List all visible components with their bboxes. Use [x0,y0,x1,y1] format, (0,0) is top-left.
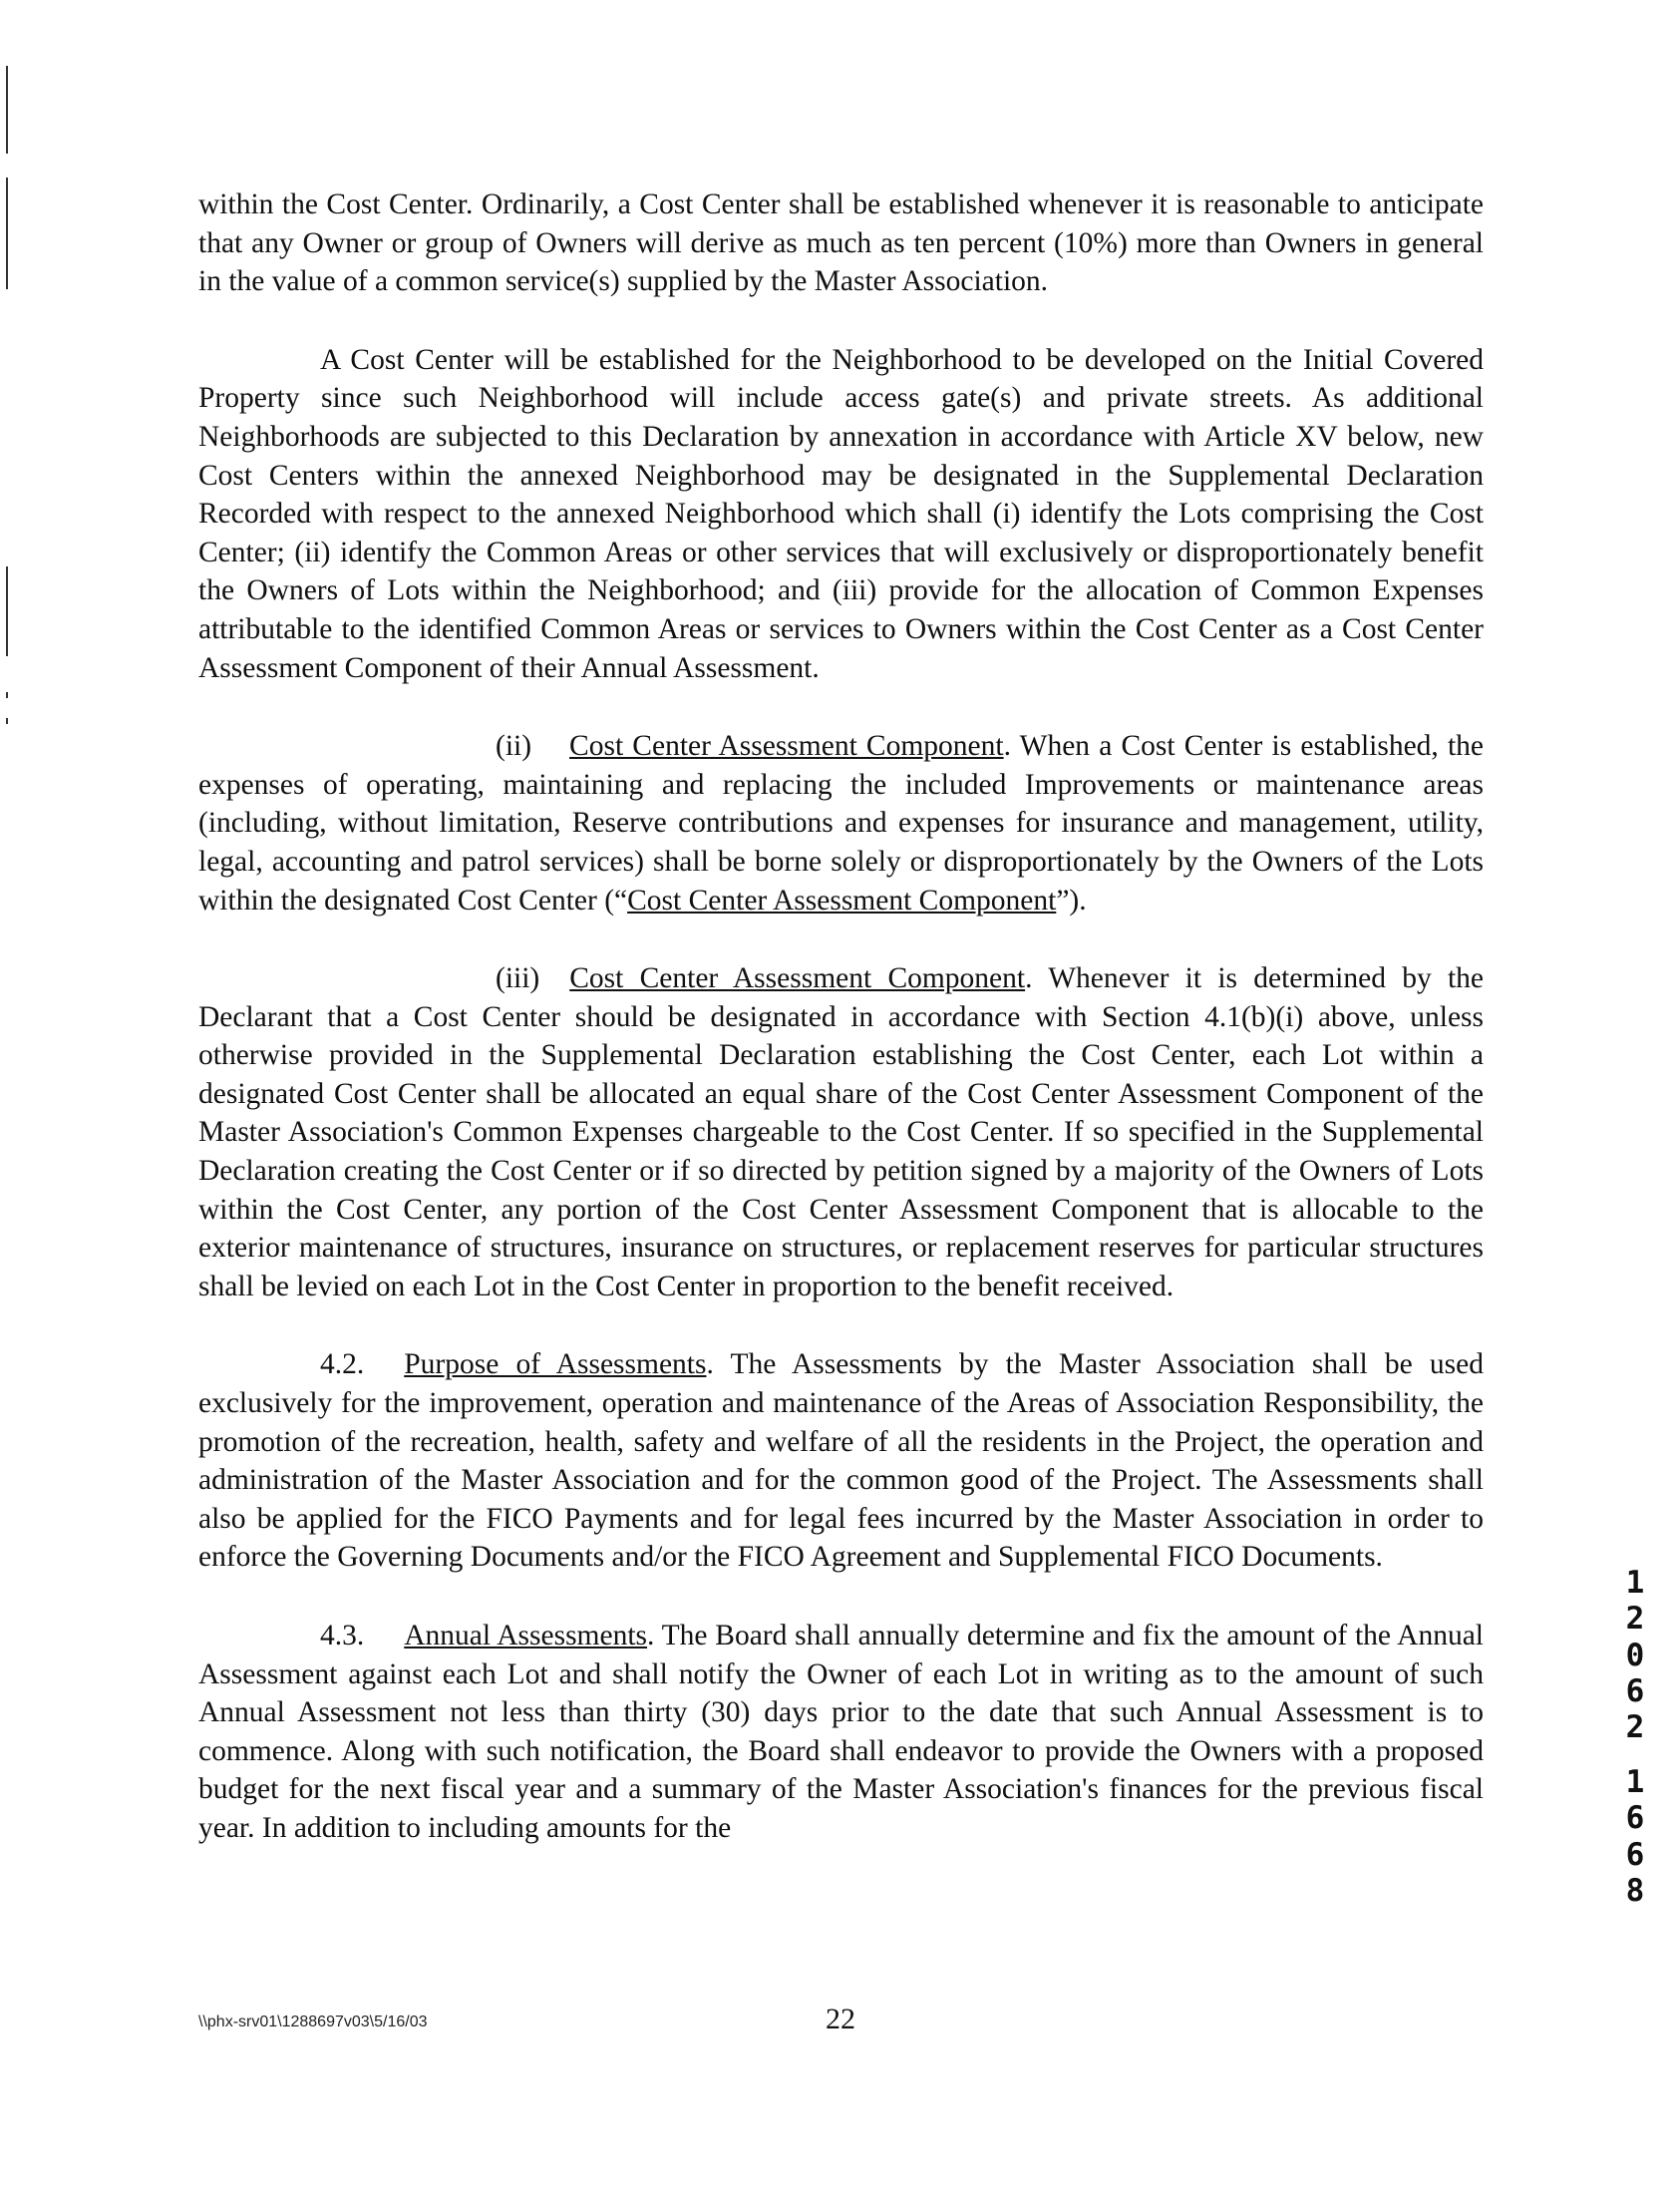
stamp-digit: 0 [1625,1637,1645,1673]
stamp-digit: 1 [1625,1764,1645,1800]
section-iii-heading: Cost Center Assessment Component [569,962,1026,995]
stamp-digit: 1 [1625,1565,1645,1601]
section-4-3-number: 4.3. [320,1620,365,1651]
section-4-2-heading: Purpose of Assessments [404,1348,707,1381]
section-iii [198,959,1484,1305]
section-ii-body-end: ”). [1056,884,1087,917]
revision-bar [6,66,8,154]
section-4-3 [198,1617,1484,1848]
stamp-digit: 6 [1625,1672,1645,1709]
section-4-2-number: 4.2. [320,1348,365,1381]
stamp-digit: 8 [1625,1872,1645,1909]
section-4-3-heading: Annual Assessments [404,1620,648,1651]
stamp-digit: 6 [1625,1836,1645,1873]
paragraph-neighborhood: A Cost Center will be established for the Neighborhood to be developed on the Initial Covered Property since such Neighborhood will include access gate(s) and private streets. As additional Neighborhoods are subjected to this Declaration by annexation in accordance with Article XV below, new Cost Centers within the annexed Neighborhood may be designated in the Supplemental Declaration Recorded with respect to the annexed Neighborhood which shall (i) identify the Lots comprising the Cost Center; (ii) identify the Common Areas or other services that will exclusively or disproportionately benefit the Owners of Lots within the Neighborhood; and (iii) provide for the allocation of Common Expenses attributable to the identified Common Areas or services to Owners within the Cost Center as a Cost Center Assessment Component of their Annual Assessment. [198,343,1484,684]
section-4-3-body: . The Board shall annually determine and fix the amount of the Annual Assessment against each Lot and shall notify the Owner of each Lot in writing as to the amount of such Annual Assessment not less than thirty (30) days prior to the date that such Annual Assessment is to commence. Along with such notification, the Board shall endeavor to provide the Owners with a proposed budget for the next fiscal year and a summary of the Master Association's finances for the previous fiscal year. In addition to including amounts for the [198,1620,1485,1844]
section-4-2 [198,1345,1484,1577]
revision-bar [6,178,8,289]
section-iii-body: . Whenever it is determined by the Declarant that a Cost Center should be designated in accordance with Section 4.1(b)(i) above, unless otherwise provided in the Supplemental Declaration establishing the Cost Center, each Lot within a designated Cost Center shall be allocated an equal share of the Cost Center Assessment Component of the Master Association's Common Expenses chargeable to the Cost Center. If so specified in the Supplemental Declaration creating the Cost Center or if so directed by petition signed by a majority of the Owners of Lots within the Cost Center, any portion of the Cost Center Assessment Component that is allocable to the exterior maintenance of structures, insurance on structures, or replacement reserves for particular structures shall be levied on each Lot in the Cost Center in proportion to the benefit received. [198,962,1485,1302]
recording-stamp-top [1621,1565,1649,1745]
stamp-digit: 2 [1625,1601,1645,1638]
section-ii-number: (ii) [496,730,532,763]
stamp-digit: 6 [1625,1800,1645,1837]
revision-bar [6,692,8,698]
document-body [198,185,1484,1848]
footer-file-path: \\phx-srv01\1288697v03\5/16/03 [198,2014,428,2030]
section-ii-defined-term: Cost Center Assessment Component [627,884,1057,917]
section-ii-body: . When a Cost Center is established, the expenses of operating, maintaining and replacing the included Improvements or maintenance areas (including, without limitation, Reserve contributions and expenses for insurance and management, utility, legal, accounting and patrol services) shall be borne solely or disproportionately by the Owners of the Lots within the designated Cost Center (“ [198,730,1485,917]
revision-bar [6,566,8,656]
revision-bar [6,718,8,724]
section-ii-heading: Cost Center Assessment Component [569,730,1004,763]
stamp-digit: 2 [1625,1709,1645,1746]
paragraph-intro: within the Cost Center. Ordinarily, a Cost Center shall be established whenever it is reasonable to anticipate that any Owner or group of Owners will derive as much as ten percent (10%) more than Owners in general in the value of a common service(s) supplied by the Master Association. [198,188,1484,298]
section-4-2-body: . The Assessments by the Master Association shall be used exclusively for the improvement, operation and maintenance of the Areas of Association Responsibility, the promotion of the recreation, health, safety and welfare of all the residents in the Project, the operation and administration of the Master Association and for the common good of the Project. The Assessments shall also be applied for the FICO Payments and for legal fees incurred by the Master Association in order to enforce the Governing Documents and/or the FICO Agreement and Supplemental FICO Documents. [198,1348,1484,1574]
recording-stamp-bottom [1621,1764,1649,1909]
section-iii-number: (iii) [496,962,540,995]
section-ii [198,727,1484,919]
page-number: 22 [826,2003,855,2035]
